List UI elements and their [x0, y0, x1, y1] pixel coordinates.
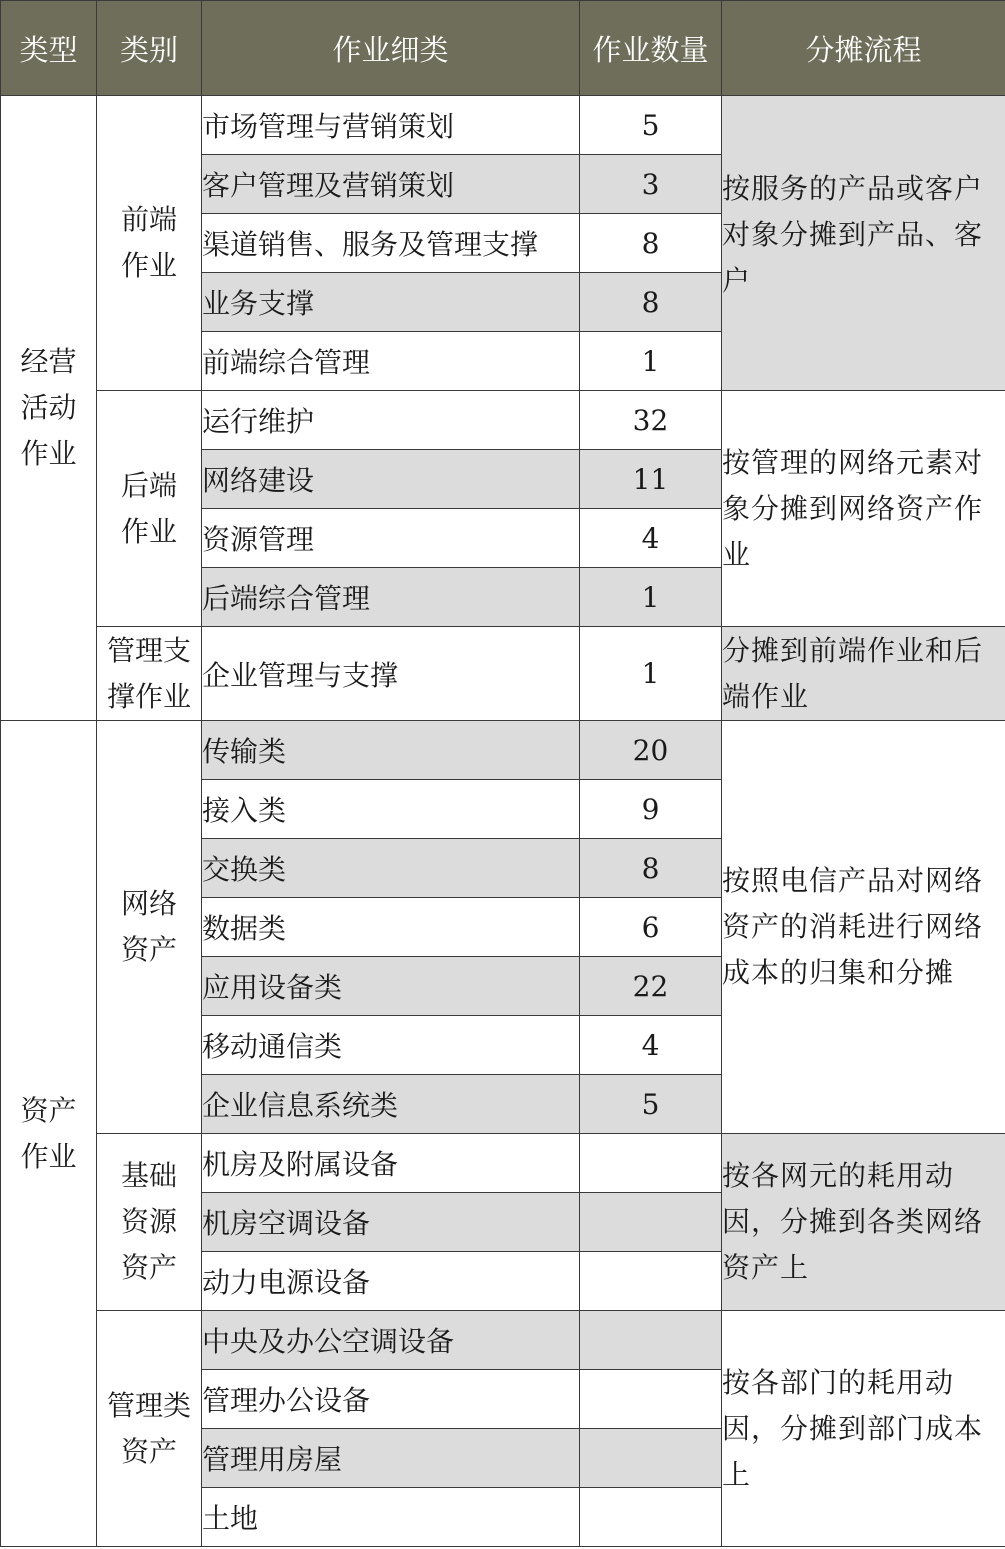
category-back: 后端作业 — [97, 391, 202, 627]
subcategory-cell: 企业管理与支撑 — [202, 627, 580, 721]
category-mgmt-support: 管理支撑作业 — [97, 627, 202, 721]
subcategory-cell: 管理办公设备 — [202, 1370, 580, 1429]
count-cell: 8 — [580, 214, 722, 273]
subcategory-cell: 交换类 — [202, 839, 580, 898]
subcategory-cell: 动力电源设备 — [202, 1252, 580, 1311]
count-cell: 20 — [580, 721, 722, 780]
category-infrastructure: 基础资源资产 — [97, 1134, 202, 1311]
process-front: 按服务的产品或客户对象分摊到产品、客户 — [722, 96, 1005, 391]
count-cell — [580, 1370, 722, 1429]
subcategory-cell: 移动通信类 — [202, 1016, 580, 1075]
table-row — [1, 391, 1005, 450]
count-cell: 1 — [580, 332, 722, 391]
process-network: 按照电信产品对网络资产的消耗进行网络成本的归集和分摊 — [722, 721, 1005, 1134]
subcategory-cell: 运行维护 — [202, 391, 580, 450]
table-row — [1, 1134, 1005, 1193]
header-category: 类别 — [97, 1, 202, 96]
count-cell: 3 — [580, 155, 722, 214]
count-cell: 4 — [580, 509, 722, 568]
table-row — [1, 1311, 1005, 1370]
subcategory-cell: 前端综合管理 — [202, 332, 580, 391]
category-network: 网络资产 — [97, 721, 202, 1134]
count-cell — [580, 1429, 722, 1488]
subcategory-cell: 接入类 — [202, 780, 580, 839]
count-cell: 6 — [580, 898, 722, 957]
header-row — [1, 1, 1005, 96]
subcategory-cell: 数据类 — [202, 898, 580, 957]
header-count: 作业数量 — [580, 1, 722, 96]
subcategory-cell: 机房空调设备 — [202, 1193, 580, 1252]
subcategory-cell: 市场管理与营销策划 — [202, 96, 580, 155]
count-cell: 11 — [580, 450, 722, 509]
subcategory-cell: 土地 — [202, 1488, 580, 1547]
count-cell: 5 — [580, 96, 722, 155]
subcategory-cell: 企业信息系统类 — [202, 1075, 580, 1134]
count-cell — [580, 1252, 722, 1311]
count-cell: 32 — [580, 391, 722, 450]
subcategory-cell: 网络建设 — [202, 450, 580, 509]
table-row — [1, 627, 1005, 721]
count-cell: 8 — [580, 839, 722, 898]
process-management: 按各部门的耗用动因，分摊到部门成本上 — [722, 1311, 1005, 1547]
count-cell: 9 — [580, 780, 722, 839]
category-front: 前端作业 — [97, 96, 202, 391]
header-type: 类型 — [1, 1, 97, 96]
subcategory-cell: 资源管理 — [202, 509, 580, 568]
count-cell — [580, 1311, 722, 1370]
category-management: 管理类资产 — [97, 1311, 202, 1547]
subcategory-cell: 渠道销售、服务及管理支撑 — [202, 214, 580, 273]
table-row — [1, 96, 1005, 155]
count-cell — [580, 1193, 722, 1252]
subcategory-cell: 后端综合管理 — [202, 568, 580, 627]
table-row — [1, 721, 1005, 780]
process-infrastructure: 按各网元的耗用动因，分摊到各类网络资产上 — [722, 1134, 1005, 1311]
count-cell — [580, 1488, 722, 1547]
count-cell: 1 — [580, 627, 722, 721]
subcategory-cell: 传输类 — [202, 721, 580, 780]
subcategory-cell: 客户管理及营销策划 — [202, 155, 580, 214]
type-asset: 资产作业 — [1, 721, 97, 1547]
type-operating: 经营活动作业 — [1, 96, 97, 721]
header-subcategory: 作业细类 — [202, 1, 580, 96]
count-cell: 8 — [580, 273, 722, 332]
subcategory-cell: 机房及附属设备 — [202, 1134, 580, 1193]
subcategory-cell: 应用设备类 — [202, 957, 580, 1016]
subcategory-cell: 业务支撑 — [202, 273, 580, 332]
count-cell: 5 — [580, 1075, 722, 1134]
process-back: 按管理的网络元素对象分摊到网络资产作业 — [722, 391, 1005, 627]
process-mgmt-support: 分摊到前端作业和后端作业 — [722, 627, 1005, 721]
count-cell: 22 — [580, 957, 722, 1016]
count-cell: 1 — [580, 568, 722, 627]
count-cell — [580, 1134, 722, 1193]
header-process: 分摊流程 — [722, 1, 1005, 96]
subcategory-cell: 管理用房屋 — [202, 1429, 580, 1488]
count-cell: 4 — [580, 1016, 722, 1075]
subcategory-cell: 中央及办公空调设备 — [202, 1311, 580, 1370]
